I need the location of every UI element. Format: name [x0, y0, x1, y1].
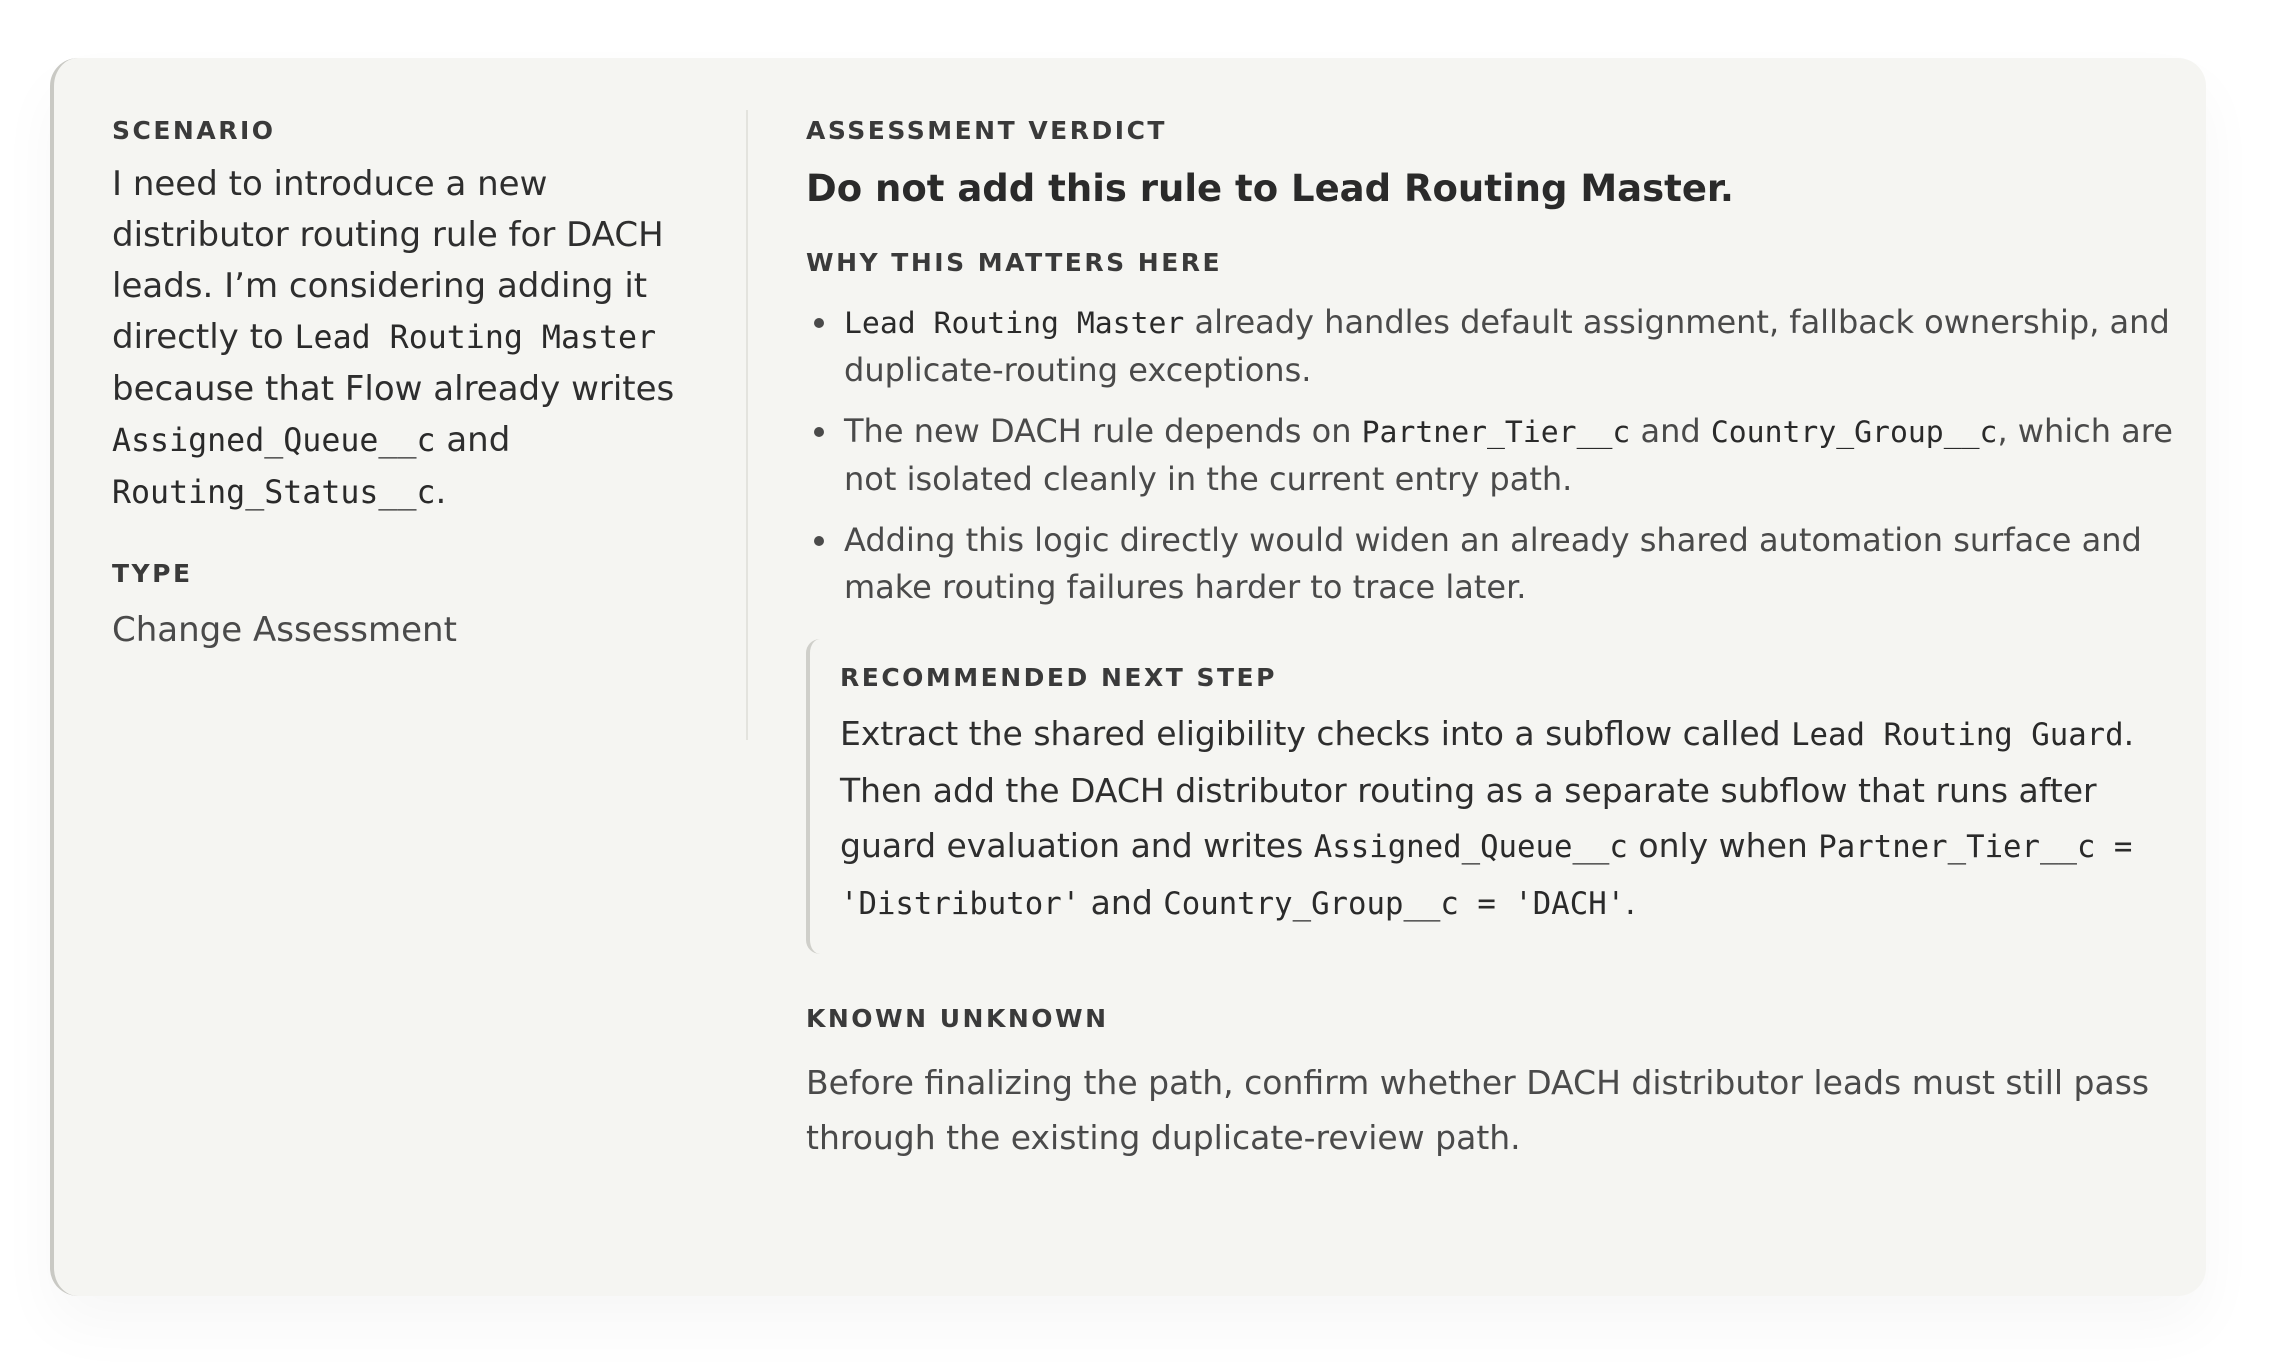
- flow-name-code: Lead Routing Master: [844, 306, 1185, 341]
- bullet-icon: [814, 318, 824, 328]
- bullet-icon: [814, 427, 824, 437]
- scenario-text: [112, 159, 712, 519]
- right-column: [806, 116, 2186, 1165]
- subflow-name-code: Lead Routing Guard: [1791, 718, 2124, 753]
- bullet-text: , which are not isolated cleanly in the current entry path.: [844, 412, 2173, 498]
- next-step-text: [840, 706, 2186, 932]
- list-item: [806, 408, 2186, 503]
- field-name-code: Routing_Status__c: [112, 475, 436, 511]
- scenario-text-part: .: [435, 472, 447, 512]
- scenario-text-part: and: [435, 420, 511, 460]
- next-step-text-part: . Then add the DACH distributor routing as a separate subflow that runs after guard evaluation and writes: [840, 714, 2135, 865]
- scenario-label: SCENARIO: [112, 116, 276, 145]
- condition-code: Country_Group__c = 'DACH': [1163, 887, 1626, 922]
- bullet-text: The new DACH rule depends on: [844, 412, 1362, 450]
- left-column: [112, 116, 712, 650]
- unknown-label: KNOWN UNKNOWN: [806, 1004, 1109, 1033]
- list-item: [806, 517, 2186, 611]
- next-step-text-part: and: [1080, 883, 1164, 922]
- field-name-code: Partner_Tier__c: [1361, 415, 1631, 450]
- type-label: TYPE: [112, 559, 193, 588]
- why-list: [806, 299, 2186, 611]
- scenario-text-part: I need to introduce a new distributor routing rule for DACH leads. I’m considering adding it directly to: [112, 164, 664, 357]
- field-name-code: Country_Group__c: [1710, 415, 1998, 450]
- condition-code: Partner_Tier__c = 'Distributor': [840, 830, 2133, 922]
- column-divider: [746, 110, 748, 740]
- next-step-text-part: Extract the shared eligibility checks into a subflow called: [840, 714, 1792, 753]
- field-name-code: Assigned_Queue__c: [1313, 830, 1628, 865]
- scenario-text-part: because that Flow already writes: [112, 369, 675, 409]
- flow-name-code: Lead Routing Master: [294, 320, 657, 356]
- list-item: [806, 299, 2186, 394]
- verdict-title: Do not add this rule to Lead Routing Master.: [806, 167, 1734, 210]
- bullet-text: Adding this logic directly would widen an already shared automation surface and make routing failures harder to trace later.: [844, 521, 2142, 606]
- bullet-text: and: [1630, 412, 1711, 450]
- next-step-callout: [806, 639, 2186, 954]
- next-step-label: RECOMMENDED NEXT STEP: [840, 663, 1277, 692]
- why-label: WHY THIS MATTERS HERE: [806, 248, 1223, 277]
- next-step-text-part: only when: [1627, 826, 1819, 865]
- type-value: Change Assessment: [112, 610, 457, 650]
- field-name-code: Assigned_Queue__c: [112, 423, 436, 459]
- unknown-text: Before finalizing the path, confirm whether DACH distributor leads must still pass through the existing duplicate-review path.: [806, 1063, 2150, 1157]
- bullet-text: already handles default assignment, fallback ownership, and duplicate-routing exceptions.: [844, 303, 2170, 389]
- bullet-icon: [814, 536, 824, 546]
- next-step-text-part: .: [1625, 883, 1636, 922]
- assessment-card: [50, 58, 2206, 1296]
- verdict-label: ASSESSMENT VERDICT: [806, 116, 1167, 145]
